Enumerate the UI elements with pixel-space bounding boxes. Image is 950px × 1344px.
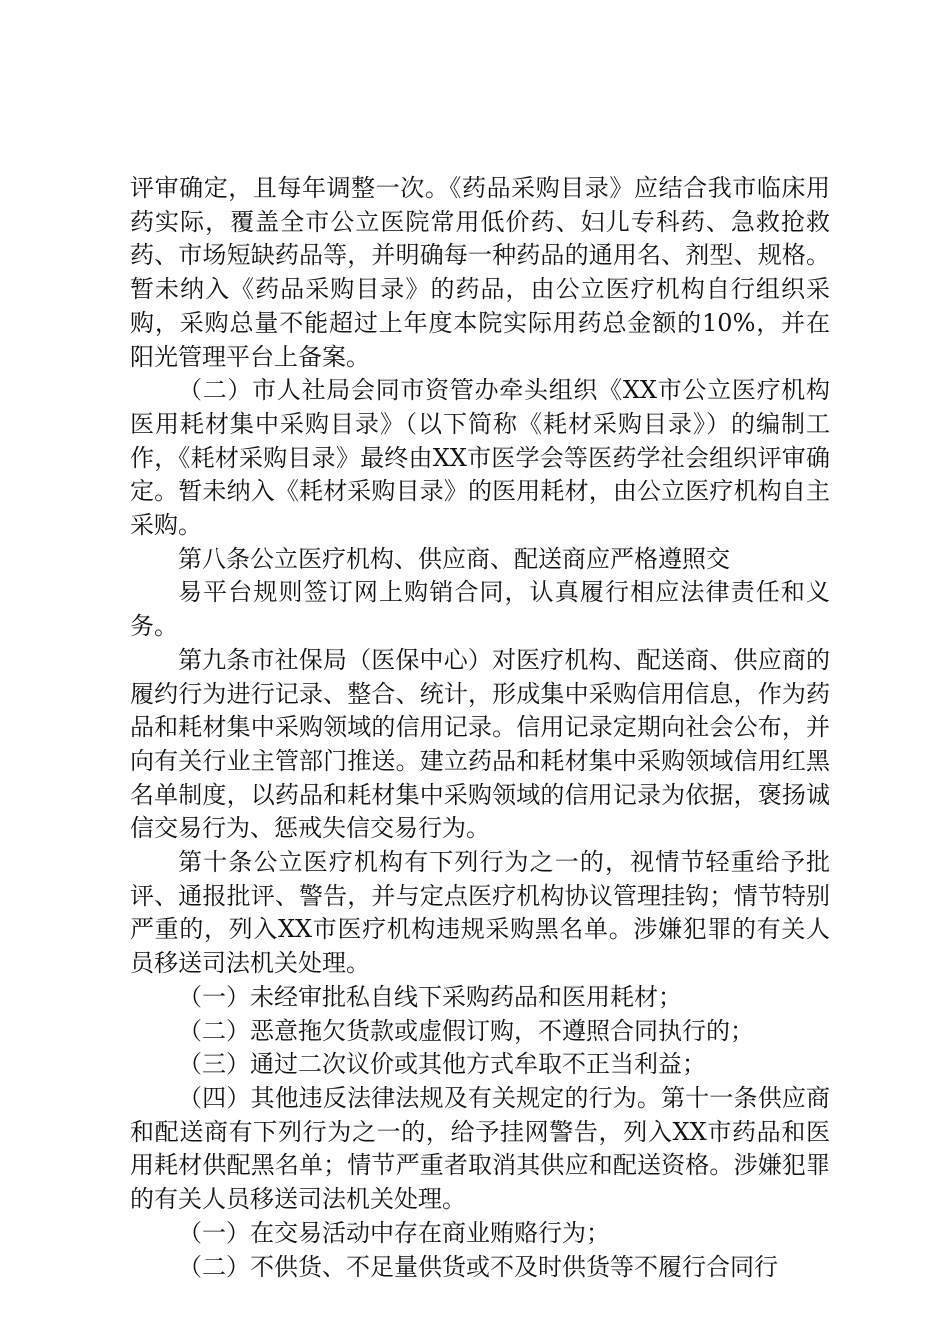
paragraph-5: 第九条市社保局（医保中心）对医疗机构、配送商、供应商的履约行为进行记录、整合、统计，形成集中采购信用信息，作为药品和耗材集中采购领域的信用记录。信用记录定期向社会公布，并向有关行业主管部门推送。建立药品和耗材集中采购领域信用红黑名单制度，以药品和耗材集中采购领域的信用记录为依据，褒扬诚信交易行为、惩戒失信交易行为。 bbox=[130, 645, 830, 843]
paragraph-11: （一）在交易活动中存在商业贿赂行为； bbox=[178, 1218, 610, 1247]
document-body bbox=[130, 172, 830, 1284]
paragraph-9: （三）通过二次议价或其他方式牟取不正当利益； bbox=[178, 1050, 706, 1079]
paragraph-7: （一）未经审批私自线下采购药品和医用耗材； bbox=[178, 982, 682, 1011]
paragraph-4: 易平台规则签订网上购销合同，认真履行相应法律责任和义务。 bbox=[130, 578, 830, 641]
paragraph-3: 第八条公立医疗机构、供应商、配送商应严格遵照交 bbox=[178, 544, 730, 573]
paragraph-2: （二）市人社局会同市资管办牵头组织《XX市公立医疗机构医用耗材集中采购目录》（以下简称《耗材采购目录》）的编制工作，《耗材采购目录》最终由XX市医学会等医药学社会组织评审确定。暂未纳入《耗材采购目录》的医用耗材，由公立医疗机构自主采购。 bbox=[130, 376, 830, 540]
paragraph-12: （二）不供货、不足量供货或不及时供货等不履行合同行 bbox=[178, 1252, 778, 1281]
paragraph-10: （四）其他违反法律法规及有关规定的行为。第十一条供应商和配送商有下列行为之一的，给予挂网警告，列入XX市药品和医用耗材供配黑名单；情节严重者取消其供应和配送资格。涉嫌犯罪的有关人员移送司法机关处理。 bbox=[130, 1083, 830, 1214]
paragraph-6: 第十条公立医疗机构有下列行为之一的，视情节轻重给予批评、通报批评、警告，并与定点医疗机构协议管理挂钩；情节特别严重的，列入XX市医疗机构违规采购黑名单。涉嫌犯罪的有关人员移送司法机关处理。 bbox=[130, 848, 830, 978]
paragraph-8: （二）恶意拖欠货款或虚假订购，不遵照合同执行的； bbox=[178, 1016, 754, 1045]
paragraph-1: 评审确定，且每年调整一次。《药品采购目录》应结合我市临床用药实际，覆盖全市公立医院常用低价药、妇儿专科药、急救抢救药、市场短缺药品等，并明确每一种药品的通用名、剂型、规格。暂未纳入《药品采购目录》的药品，由公立医疗机构自行组织采购，采购总量不能超过上年度本院实际用药总金额的10%，并在阳光管理平台上备案。 bbox=[130, 174, 830, 371]
